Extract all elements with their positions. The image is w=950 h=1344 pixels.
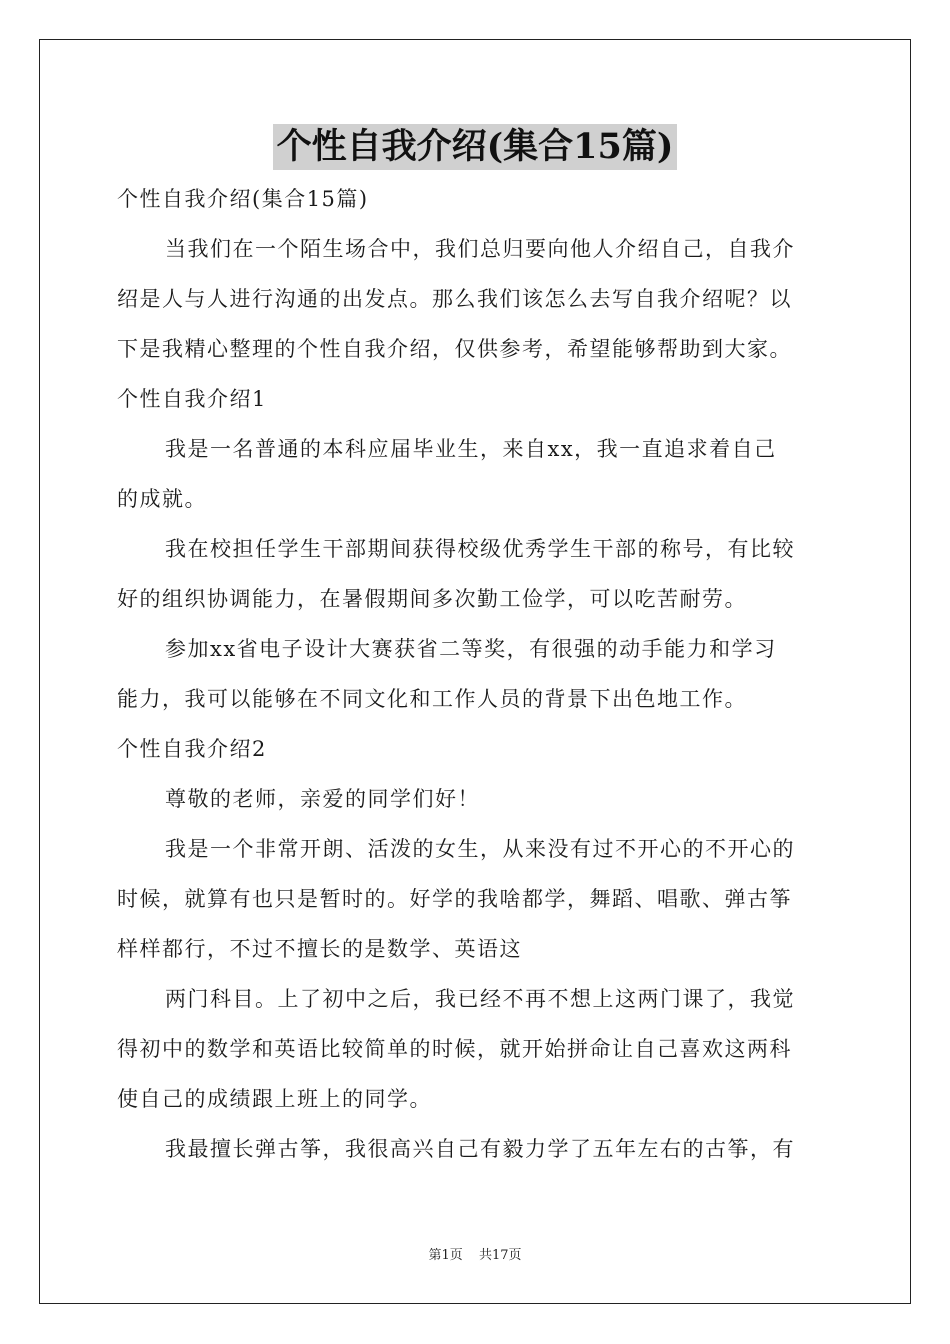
text-line: 我是一个非常开朗、活泼的女生，从来没有过不开心的不开心的 — [165, 837, 795, 861]
total-pages: 共17页 — [478, 1248, 522, 1263]
text-line: 样样都行，不过不擅长的是数学、英语这 — [117, 937, 522, 961]
text-line: 我是一名普通的本科应届毕业生，来自xx，我一直追求着自己 — [165, 437, 777, 461]
document-body — [117, 174, 837, 1174]
text-line: 绍是人与人进行沟通的出发点。那么我们该怎么去写自我介绍呢？以 — [117, 287, 792, 311]
text-line: 当我们在一个陌生场合中，我们总归要向他人介绍自己，自我介 — [165, 237, 795, 261]
page-footer — [0, 1244, 950, 1263]
document-title: 个性自我介绍(集合15篇) — [273, 124, 678, 170]
text-line: 下是我精心整理的个性自我介绍，仅供参考，希望能够帮助到大家。 — [117, 337, 792, 361]
text-line: 两门科目。上了初中之后，我已经不再不想上这两门课了，我觉 — [165, 987, 795, 1011]
text-line: 个性自我介绍1 — [117, 387, 267, 411]
text-line: 个性自我介绍(集合15篇) — [117, 187, 369, 211]
text-line: 时候，就算有也只是暂时的。好学的我啥都学，舞蹈、唱歌、弹古筝 — [117, 887, 792, 911]
title-container — [0, 124, 950, 170]
text-line: 我最擅长弹古筝，我很高兴自己有毅力学了五年左右的古筝，有 — [165, 1137, 795, 1161]
text-line: 个性自我介绍2 — [117, 737, 267, 761]
text-line: 能力，我可以能够在不同文化和工作人员的背景下出色地工作。 — [117, 687, 747, 711]
text-line: 使自己的成绩跟上班上的同学。 — [117, 1087, 432, 1111]
text-line: 尊敬的老师，亲爱的同学们好！ — [165, 787, 480, 811]
text-line: 好的组织协调能力，在暑假期间多次勤工俭学，可以吃苦耐劳。 — [117, 587, 747, 611]
text-line: 的成就。 — [117, 487, 207, 511]
page-number: 第1页 — [428, 1248, 463, 1263]
text-line: 参加xx省电子设计大赛获省二等奖，有很强的动手能力和学习 — [165, 637, 777, 661]
text-line: 得初中的数学和英语比较简单的时候，就开始拼命让自己喜欢这两科 — [117, 1037, 792, 1061]
text-line: 我在校担任学生干部期间获得校级优秀学生干部的称号，有比较 — [165, 537, 795, 561]
